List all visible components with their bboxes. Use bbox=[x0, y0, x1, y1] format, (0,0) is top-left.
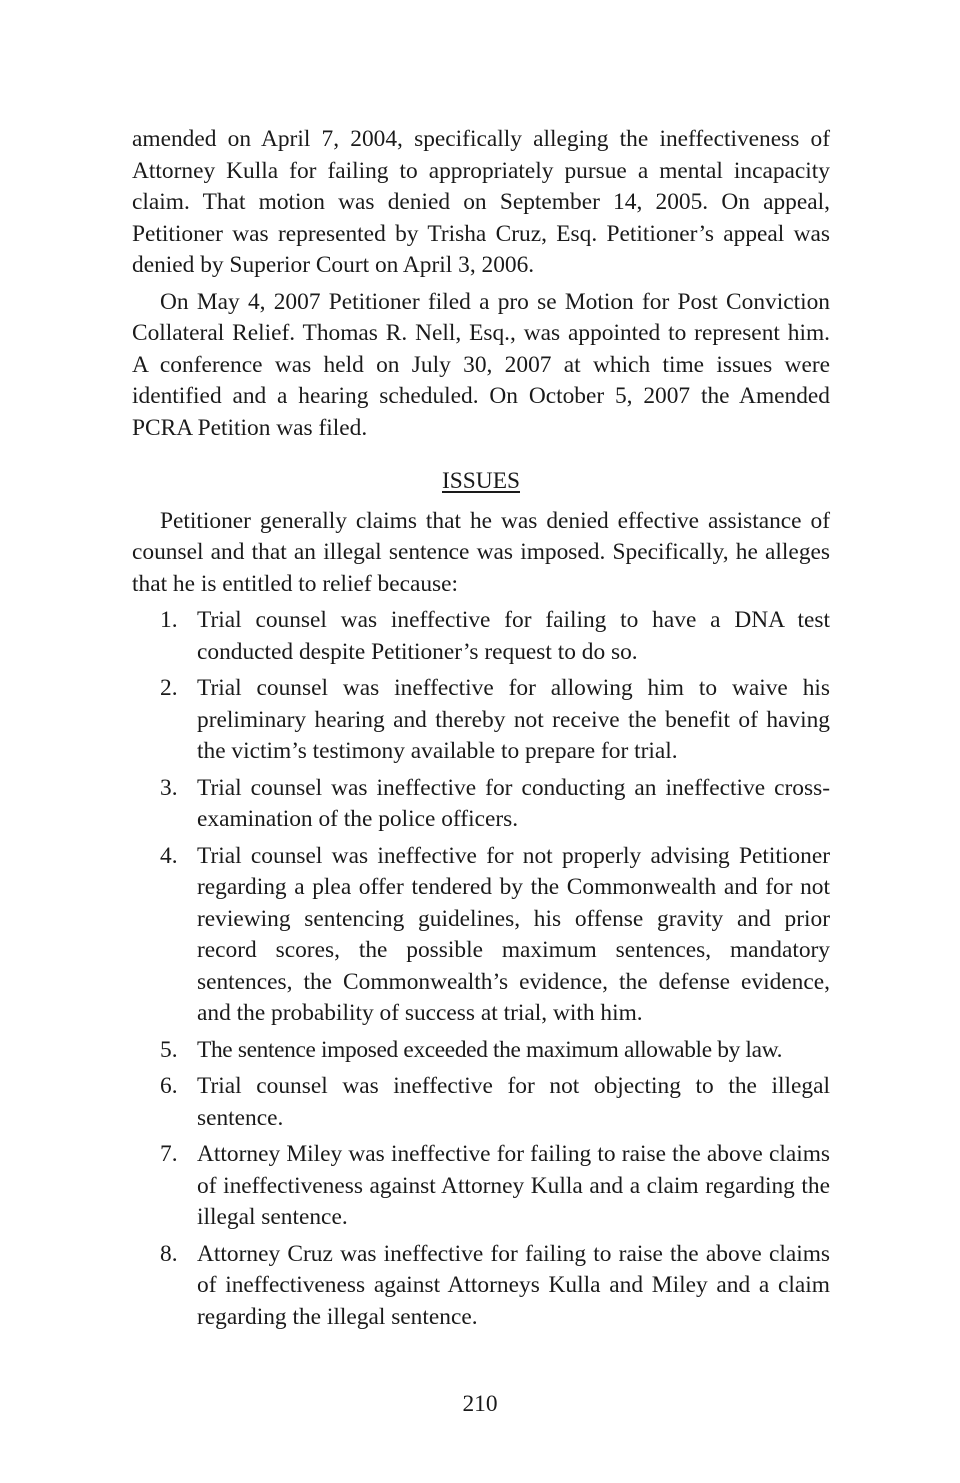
list-item-text: Trial counsel was ineffective for not properly advising Petitioner regarding a plea offer tendered by the Commonwealth and for not reviewing sentencing guidelines, his offense gravity and prior record scores, the possible maximum sentences, mandatory sentences, the Commonwealth’s evidence, the defense evidence, and the probability of success at trial, with him. bbox=[197, 842, 830, 1026]
list-item-number: 4. bbox=[160, 842, 178, 869]
list-item bbox=[132, 673, 830, 768]
list-item-number: 2. bbox=[160, 675, 178, 701]
section-heading bbox=[132, 466, 830, 498]
list-item bbox=[132, 1239, 830, 1334]
list-item-text: Trial counsel was ineffective for not objecting to the illegal sentence. bbox=[197, 1073, 830, 1131]
page-number: 210 bbox=[462, 1391, 498, 1417]
paragraph-issues-intro: Petitioner generally claims that he was denied effective assistance of counsel and that an illegal sentence was imposed. Specifically, he alleges that he is entitled to relief because: bbox=[132, 507, 830, 597]
list-item-text: Trial counsel was ineffective for allowing him to waive his preliminary hearing and thereby not receive the benefit of having the victim’s testimony available to prepare for trial. bbox=[197, 675, 830, 764]
issues-list bbox=[132, 605, 830, 1333]
list-item-text: The sentence imposed exceeded the maximum allowable by law. bbox=[197, 1036, 783, 1063]
list-item-number: 1. bbox=[160, 607, 178, 633]
list-item bbox=[132, 773, 830, 836]
list-item-text: Trial counsel was ineffective for conducting an ineffective cross-examination of the police officers. bbox=[197, 774, 830, 832]
list-item-number: 6. bbox=[160, 1073, 178, 1099]
section-heading-text: ISSUES bbox=[442, 468, 520, 494]
list-item-text: Attorney Cruz was ineffective for failing to raise the above claims of ineffectiveness against Attorneys Kulla and Miley and a claim regarding the illegal sentence. bbox=[197, 1240, 830, 1330]
list-item-number: 5. bbox=[160, 1036, 178, 1063]
list-item-number: 8. bbox=[160, 1240, 178, 1267]
list-item-text: Attorney Miley was ineffective for failing to raise the above claims of ineffectiveness against Attorney Kulla and a claim regarding the illegal sentence. bbox=[197, 1141, 830, 1230]
list-item-text: Trial counsel was ineffective for failing to have a DNA test conducted despite Petitioner’s request to do so. bbox=[197, 607, 830, 665]
paragraph-continuation: amended on April 7, 2004, specifically alleging the ineffectiveness of Attorney Kulla for failing to appropriately pursue a mental incapacity claim. That motion was denied on September 14, 2005. On appeal, Petitioner was represented by Trisha Cruz, Esq. Petitioner’s appeal was denied by Superior Court on April 3, 2006. bbox=[132, 126, 830, 278]
list-item bbox=[132, 1035, 830, 1067]
list-item bbox=[132, 605, 830, 668]
list-item-number: 3. bbox=[160, 774, 178, 801]
list-item bbox=[132, 1071, 830, 1134]
paragraph-pcra-filing: On May 4, 2007 Petitioner filed a pro se Motion for Post Conviction Collateral Relief. Thomas R. Nell, Esq., was appointed to represent him. A conference was held on July 30, 2007 at which time issues were identified and a hearing scheduled. On October 5, 2007 the Amended PCRA Petition was filed. bbox=[132, 288, 830, 441]
list-item bbox=[132, 1139, 830, 1234]
list-item-number: 7. bbox=[160, 1141, 178, 1167]
list-item bbox=[132, 841, 830, 1030]
document-body bbox=[132, 124, 830, 1338]
